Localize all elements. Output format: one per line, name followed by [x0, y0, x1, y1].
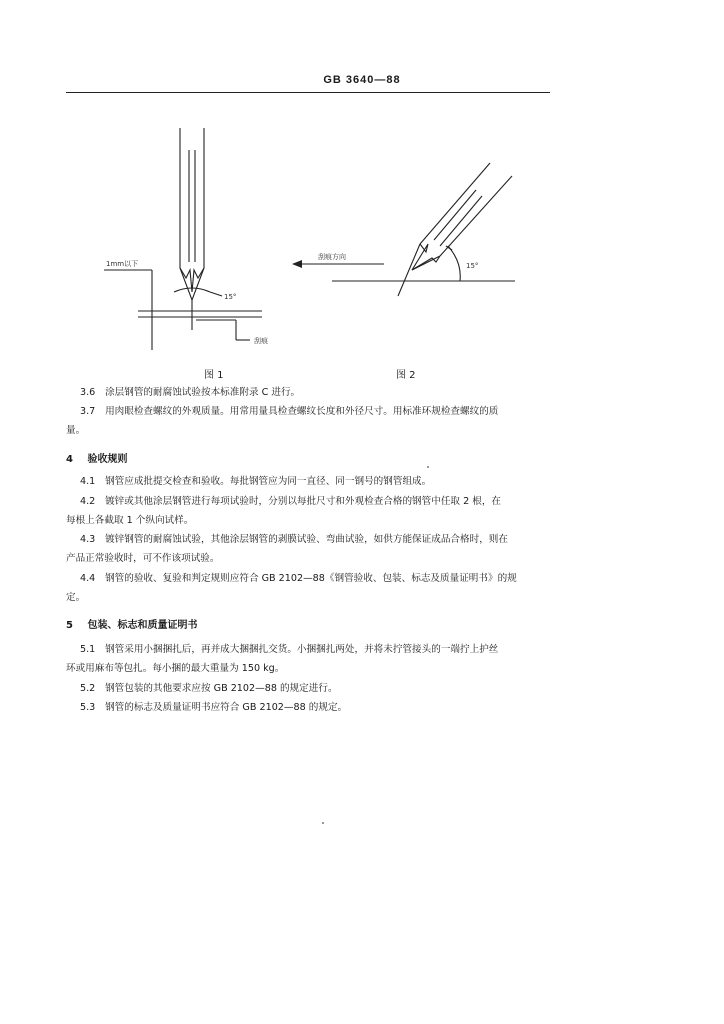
fig1-label-bottom: 刮痕	[254, 337, 268, 345]
para-5-2	[80, 679, 550, 698]
para-number: 4.1	[80, 476, 96, 487]
para-4-4-continuation: 定。	[66, 592, 86, 603]
para-4-1	[80, 472, 550, 491]
fig1-angle-leader	[210, 292, 222, 296]
fig2-direction-arrowhead	[292, 260, 302, 268]
section-title: 包装、标志和质量证明书	[87, 620, 198, 631]
para-number: 3.6	[80, 387, 96, 398]
para-text: 钢管的标志及质量证明书应符合 GB 2102—88 的规定。	[105, 702, 348, 713]
para-number: 5.3	[80, 702, 96, 713]
para-3-7-continuation: 量。	[66, 425, 86, 436]
para-5-1	[80, 640, 550, 659]
fig2-pencil-right-edge	[440, 176, 512, 256]
para-4-3-continuation: 产品正常验收时，可不作该项试验。	[66, 553, 220, 564]
fig2-label-direction: 刮痕方向	[318, 253, 346, 261]
para-text: 涂层钢管的耐腐蚀试验按本标准附录 C 进行。	[105, 387, 301, 398]
para-number: 4.4	[80, 573, 96, 584]
para-number: 5.2	[80, 683, 96, 694]
para-number: 4.2	[80, 496, 96, 507]
fig2-pencil-inner-left	[434, 190, 476, 240]
fig1-label-angle: 15°	[224, 293, 237, 301]
para-5-1-continuation: 环或用麻布等包扎。每小捆的最大重量为 150 kg。	[66, 663, 285, 674]
scan-speck	[427, 466, 429, 468]
para-5-3	[80, 698, 550, 717]
fig2-cone-left	[398, 244, 420, 296]
figure1-drawing	[104, 128, 262, 350]
fig2-label-angle: 15°	[466, 262, 479, 270]
fig2-angle-arc	[448, 246, 460, 281]
fig2-pencil-tip	[412, 244, 440, 270]
para-text: 钢管包装的其他要求应按 GB 2102—88 的规定进行。	[105, 683, 338, 694]
para-4-3	[80, 530, 550, 549]
para-4-2	[80, 492, 550, 511]
section-title: 验收规则	[87, 454, 128, 465]
figure1-caption: 图 1	[204, 370, 224, 381]
standard-header: GB 3640—88	[323, 74, 401, 86]
para-text: 钢管应成批提交检查和验收。每批钢管应为同一直径、同一钢号的钢管组成。	[105, 476, 432, 487]
figure2-caption: 图 2	[396, 370, 416, 381]
para-3-7	[80, 402, 550, 421]
para-text: 镀锌或其他涂层钢管进行每项试验时，分别以每批尺寸和外观检查合格的钢管中任取 2 根，在	[105, 496, 502, 507]
para-number: 3.7	[80, 406, 96, 417]
figures-illustration	[0, 0, 724, 370]
section-number: 4	[66, 454, 73, 465]
section-5-heading	[66, 616, 197, 631]
para-text: 镀锌钢管的耐腐蚀试验，其他涂层钢管的剥膜试验、弯曲试验，如供方能保证成品合格时，则在	[105, 534, 508, 545]
para-text: 钢管的验收、复验和判定规则应符合 GB 2102—88《钢管验收、包装、标志及质量证明书》的规	[105, 573, 517, 584]
para-text: 用肉眼检查螺纹的外观质量。用常用量具检查螺纹长度和外径尺寸。用标准环规检查螺纹的质	[105, 406, 499, 417]
para-4-4	[80, 569, 550, 588]
fig1-label-top: 1mm以下	[106, 260, 139, 268]
para-number: 4.3	[80, 534, 96, 545]
section-number: 5	[66, 620, 73, 631]
figure2-drawing	[295, 163, 515, 296]
para-text: 钢管采用小捆捆扎后，再并成大捆捆扎交货。小捆捆扎两处，并将未拧管接头的一端拧上护丝	[105, 644, 499, 655]
para-3-6	[80, 383, 550, 402]
fig2-pencil-left-edge	[420, 163, 490, 244]
para-number: 5.1	[80, 644, 96, 655]
section-4-heading	[66, 450, 127, 465]
scan-speck	[322, 822, 324, 824]
fig2-pencil-inner-right	[440, 196, 482, 246]
para-4-2-continuation: 每根上各截取 1 个纵向试样。	[66, 515, 194, 526]
